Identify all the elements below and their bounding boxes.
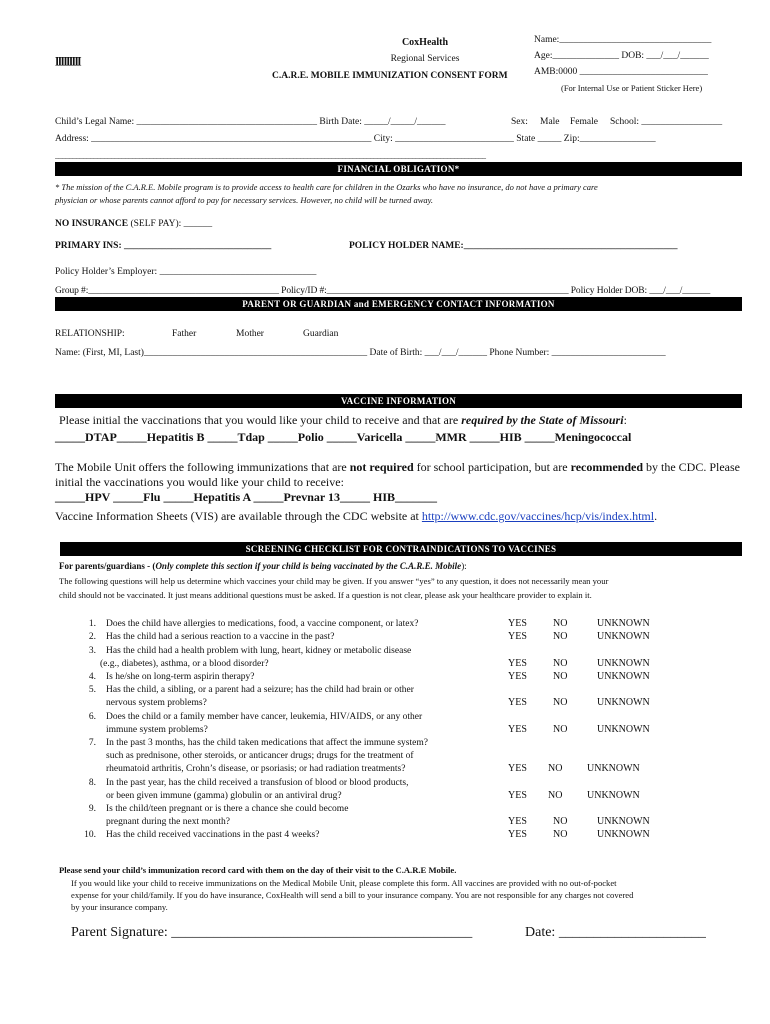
- for-parents-emph: Only complete this section if your child is being vaccinated by the C.A.R.E. Mobile: [155, 561, 462, 571]
- org-subtitle: Regional Services: [390, 54, 460, 64]
- recommended-intro-line-1: [55, 460, 740, 475]
- sex-label: Sex:: [511, 117, 528, 127]
- amb-field[interactable]: AMB:0000 ___________________________: [534, 67, 708, 77]
- answer-no[interactable]: NO: [553, 697, 568, 708]
- answer-no[interactable]: NO: [553, 829, 568, 840]
- question-text: Has the child had a health problem with lung, heart, kidney or metabolic disease: [106, 646, 412, 656]
- question-number: 9.: [88, 804, 96, 814]
- policy-holder-name-field[interactable]: POLICY HOLDER NAME:_____________________________________________: [349, 241, 678, 251]
- answer-no[interactable]: NO: [548, 763, 563, 774]
- for-parents-line: [59, 561, 467, 571]
- internal-use-note: (For Internal Use or Patient Sticker Here): [561, 83, 703, 93]
- answer-no[interactable]: NO: [553, 671, 568, 682]
- vaccine-information-bar: VACCINE INFORMATION: [55, 394, 742, 408]
- screening-intro-2: child should not be vaccinated. It just means additional questions must be asked. If a question is not clear, please ask your healthcare provider to explain it.: [59, 590, 592, 600]
- question-number: 8.: [88, 778, 96, 788]
- question-text: In the past 3 months, has the child taken medications that affect the immune system?: [106, 738, 428, 748]
- question-text: pregnant during the next month?: [106, 817, 230, 828]
- required-intro: [59, 413, 627, 428]
- sex-female-option[interactable]: Female: [570, 117, 598, 127]
- age-dob-field[interactable]: Age:______________ DOB: ___/___/______: [534, 51, 709, 61]
- patient-name-field[interactable]: Name:________________________________: [534, 35, 712, 45]
- parent-signature-field[interactable]: Parent Signature: ___________________________________________: [71, 925, 473, 940]
- screening-intro-1: The following questions will help us determine which vaccines your child may be given. If you answer “yes” to any question, it does not necessarily mean your: [59, 576, 609, 586]
- answer-yes[interactable]: YES: [508, 829, 527, 840]
- answer-yes[interactable]: YES: [508, 724, 527, 735]
- question-number: 4.: [88, 672, 96, 682]
- required-intro-text: Please initial the vaccinations that you would like your child to receive and that are: [59, 413, 462, 427]
- question-text: Has the child had a serious reaction to a vaccine in the past?: [106, 632, 335, 642]
- answer-unknown[interactable]: UNKNOWN: [597, 618, 650, 629]
- vis-end: .: [654, 509, 658, 523]
- answer-unknown[interactable]: UNKNOWN: [587, 763, 640, 774]
- question-text: immune system problems?: [106, 725, 208, 736]
- answer-no[interactable]: NO: [553, 816, 568, 827]
- question-number: 2.: [88, 632, 96, 642]
- vis-info: [55, 509, 657, 524]
- answer-unknown[interactable]: UNKNOWN: [597, 631, 650, 642]
- employer-field[interactable]: Policy Holder’s Employer: _________________________________: [55, 267, 317, 277]
- mission-line-2: physician or whose parents cannot afford to pay for necessary services. However, no child will be turned away.: [55, 195, 434, 205]
- question-text: Has the child, a sibling, or a parent had a seizure; has the child had brain or other: [106, 685, 414, 695]
- recommended-vaccine-list[interactable]: _____HPV _____Flu _____Hepatitis A _____Prevnar 13_____ HIB_______: [55, 490, 438, 504]
- recommended-emph: recommended: [570, 460, 644, 474]
- guardian-name-dob-phone-field[interactable]: Name: (First, MI, Last)_______________________________________________ Date of Birth: ___/___/______ Phone Number: ________________________: [55, 348, 666, 358]
- question-text: In the past year, has the child received a transfusion of blood or blood products,: [106, 778, 409, 788]
- signature-date-field[interactable]: Date: _____________________: [525, 925, 706, 940]
- rec-text-a: The Mobile Unit offers the following immunizations that are: [55, 460, 350, 474]
- answer-yes[interactable]: YES: [508, 763, 527, 774]
- question-text: Is he/she on long-term aspirin therapy?: [106, 672, 255, 682]
- relationship-label: RELATIONSHIP:: [55, 329, 125, 339]
- answer-no[interactable]: NO: [553, 658, 568, 669]
- question-number: 3.: [88, 646, 96, 656]
- answer-yes[interactable]: YES: [508, 671, 527, 682]
- for-parents-label: For parents/guardians - (: [59, 561, 156, 571]
- answer-unknown[interactable]: UNKNOWN: [597, 829, 650, 840]
- footer-note-2: expense for your child/family. If you do have insurance, CoxHealth will send a bill to your insurance company. You are not responsible for any charges not covered: [71, 890, 634, 900]
- answer-unknown[interactable]: UNKNOWN: [597, 816, 650, 827]
- recommended-intro-line-2: initial the vaccinations you would like your child to receive:: [55, 475, 344, 489]
- self-pay-line: (SELF PAY): ______: [128, 219, 213, 229]
- answer-no[interactable]: NO: [553, 631, 568, 642]
- vis-text: Vaccine Information Sheets (VIS) are available through the CDC website at: [55, 509, 422, 523]
- footer-note-3: by your insurance company.: [71, 902, 168, 912]
- guardian-contact-bar: PARENT OR GUARDIAN and EMERGENCY CONTACT INFORMATION: [55, 297, 742, 311]
- no-insurance-field[interactable]: [55, 219, 212, 229]
- rec-text-c: for school participation, but are: [413, 460, 571, 474]
- question-text: nervous system problems?: [106, 698, 207, 709]
- child-name-birthdate-field[interactable]: Child’s Legal Name: ______________________________________ Birth Date: _____/_____/______: [55, 117, 446, 127]
- answer-yes[interactable]: YES: [508, 790, 527, 801]
- question-text: rheumatoid arthritis, Crohn’s disease, or psoriasis; or had radiation treatments?: [106, 764, 406, 775]
- question-number: 1.: [88, 619, 96, 629]
- answer-yes[interactable]: YES: [508, 816, 527, 827]
- question-text: or been given immune (gamma) globulin or an antiviral drug?: [106, 791, 342, 802]
- sex-male-option[interactable]: Male: [540, 117, 560, 127]
- mission-line-1: * The mission of the C.A.R.E. Mobile program is to provide access to health care for children in the Ozarks who have no insurance, do not have a primary care: [55, 182, 598, 192]
- org-name: CoxHealth: [401, 37, 449, 48]
- screening-checklist-bar: SCREENING CHECKLIST FOR CONTRAINDICATIONS TO VACCINES: [60, 542, 742, 556]
- answer-yes[interactable]: YES: [508, 618, 527, 629]
- question-text: Is the child/teen pregnant or is there a chance she could become: [106, 804, 349, 814]
- send-card-note: Please send your child’s immunization record card with them on the day of their visit to the C.A.R.E Mobile.: [59, 865, 457, 875]
- answer-yes[interactable]: YES: [508, 697, 527, 708]
- group-policy-dob-field[interactable]: Group #:_________________________________________ Policy/ID #:____________________________________________________ Policy Holder DOB: ___/___/______: [55, 286, 711, 296]
- question-text: such as prednisone, other steroids, or anticancer drugs; drugs for the treatment of: [106, 751, 414, 762]
- separator-rule: ___________________________________________________________________________________________________________________________: [55, 151, 486, 160]
- answer-unknown[interactable]: UNKNOWN: [587, 790, 640, 801]
- answer-unknown[interactable]: UNKNOWN: [597, 697, 650, 708]
- answer-unknown[interactable]: UNKNOWN: [597, 671, 650, 682]
- barcode: IIIIIIIII: [55, 55, 81, 69]
- question-number: 10.: [84, 830, 96, 840]
- not-required-emph: not required: [349, 460, 414, 474]
- question-number: 6.: [88, 712, 96, 722]
- answer-unknown[interactable]: UNKNOWN: [597, 724, 650, 735]
- question-text: Does the child have allergies to medications, food, a vaccine component, or latex?: [106, 619, 419, 629]
- no-insurance-label: NO INSURANCE: [55, 219, 129, 229]
- question-number: 5.: [88, 685, 96, 695]
- question-text: (e.g., diabetes), asthma, or a blood disorder?: [100, 659, 269, 670]
- answer-no[interactable]: NO: [553, 618, 568, 629]
- answer-unknown[interactable]: UNKNOWN: [597, 658, 650, 669]
- footer-note-1: If you would like your child to receive immunizations on the Medical Mobile Unit, please complete this form. All vaccines are provided with no out-of-pocket: [71, 878, 617, 888]
- required-vaccine-list[interactable]: _____DTAP_____Hepatitis B _____Tdap _____Polio _____Varicella _____MMR _____HIB _____Meningococcal: [55, 430, 632, 444]
- question-text: Does the child or a family member have cancer, leukemia, HIV/AIDS, or any other: [106, 712, 423, 722]
- relationship-guardian-option[interactable]: Guardian: [303, 329, 339, 339]
- question-number: 7.: [88, 738, 96, 748]
- address-field[interactable]: Address: ___________________________________________________________ City: _________________________ State _____ Zip:________________: [55, 134, 656, 144]
- rec-text-e: by the CDC. Please: [643, 460, 741, 474]
- relationship-mother-option[interactable]: Mother: [236, 329, 264, 339]
- financial-obligation-bar: FINANCIAL OBLIGATION*: [55, 162, 742, 176]
- relationship-father-option[interactable]: Father: [172, 329, 197, 339]
- answer-yes[interactable]: YES: [508, 631, 527, 642]
- for-parents-end: ):: [461, 561, 467, 571]
- answer-no[interactable]: NO: [553, 724, 568, 735]
- answer-yes[interactable]: YES: [508, 658, 527, 669]
- form-title: C.A.R.E. MOBILE IMMUNIZATION CONSENT FORM: [272, 71, 508, 81]
- primary-insurance-field[interactable]: PRIMARY INS: _______________________________: [55, 241, 272, 251]
- school-field[interactable]: School: _________________: [610, 117, 723, 127]
- answer-no[interactable]: NO: [548, 790, 563, 801]
- cdc-vis-link[interactable]: http://www.cdc.gov/vaccines/hcp/vis/index.html: [421, 509, 655, 523]
- required-by-state: required by the State of Missouri: [461, 413, 624, 427]
- required-colon: :: [623, 413, 627, 427]
- question-text: Has the child received vaccinations in the past 4 weeks?: [106, 830, 320, 840]
